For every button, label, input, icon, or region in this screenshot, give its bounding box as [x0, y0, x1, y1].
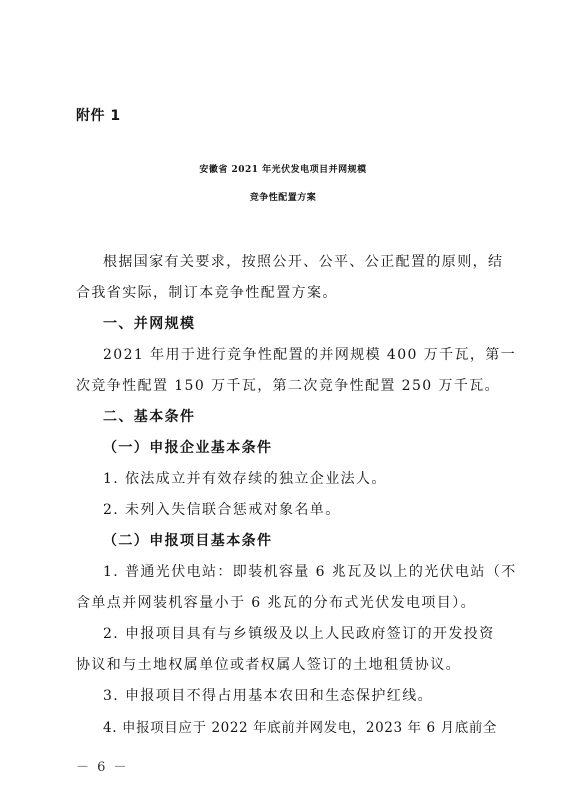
list-item: 3. 申报项目不得占用基本农田和生态保护红线。	[103, 688, 434, 704]
attachment-label: 附件 1	[76, 108, 121, 124]
list-item: 1. 依法成立并有效存续的独立企业法人。	[103, 471, 387, 487]
page-number: － 6 －	[76, 760, 129, 775]
document-title-line-2: 竞争性配置方案	[249, 193, 317, 203]
section-heading: 二、基本条件	[103, 409, 196, 425]
list-item: 1. 普通光伏电站：即装机容量 6 兆瓦及以上的光伏电站（不	[103, 564, 517, 580]
section-heading: 一、并网规模	[103, 316, 196, 332]
subsection-heading: （一）申报企业基本条件	[103, 440, 273, 456]
paragraph-line: 根据国家有关要求，按照公开、公平、公正配置的原则，结	[103, 254, 504, 270]
subsection-heading: （二）申报项目基本条件	[103, 533, 273, 549]
paragraph-line: 协议和与土地权属单位或者权属人签订的土地租赁协议。	[76, 657, 461, 673]
list-item: 2. 申报项目具有与乡镇级及以上人民政府签订的开发投资	[103, 626, 495, 642]
list-item: 4. 申报项目应于 2022 年底前并网发电，2023 年 6 月底前全	[103, 720, 498, 736]
paragraph-line: 合我省实际，制订本竞争性配置方案。	[76, 285, 338, 301]
paragraph-line: 含单点并网装机容量小于 6 兆瓦的分布式光伏发电项目）。	[76, 595, 477, 611]
paragraph-line: 2021 年用于进行竞争性配置的并网规模 400 万千瓦，第一	[103, 347, 517, 363]
document-title-line-1: 安徽省 2021 年光伏发电项目并网规模	[199, 165, 367, 175]
paragraph-line: 次竞争性配置 150 万千瓦，第二次竞争性配置 250 万千瓦。	[76, 378, 501, 394]
list-item: 2. 未列入失信联合惩戒对象名单。	[103, 502, 341, 518]
